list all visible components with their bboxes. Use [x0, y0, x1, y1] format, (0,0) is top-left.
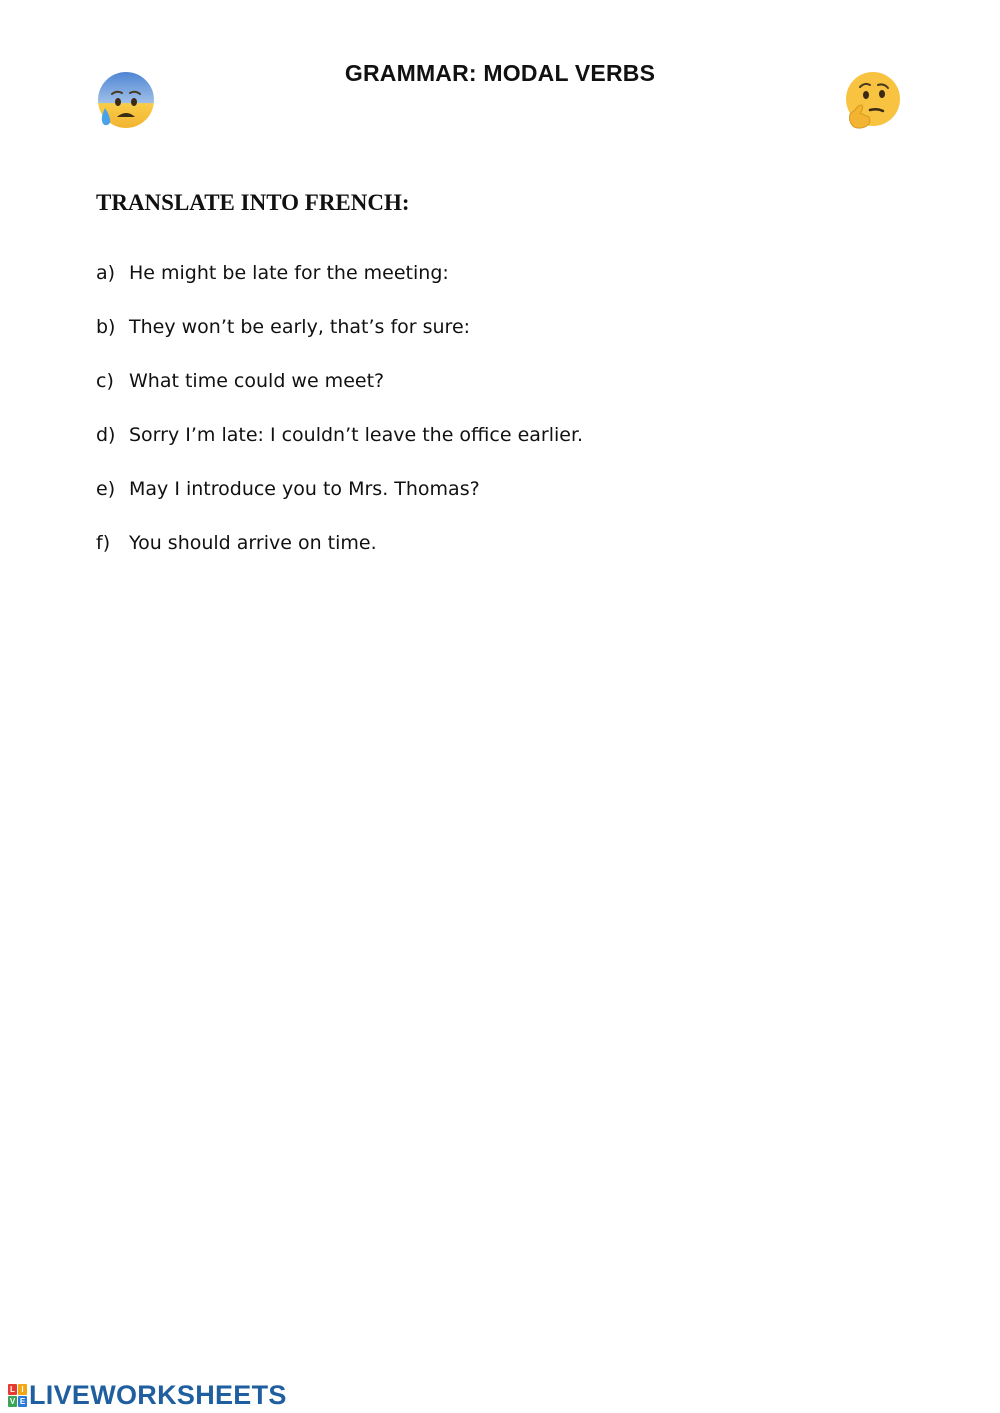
exercise-item: [96, 528, 583, 582]
logo-block: L: [8, 1384, 17, 1395]
item-text: May I introduce you to Mrs. Thomas?: [129, 478, 480, 500]
page-title: GRAMMAR: MODAL VERBS: [344, 60, 656, 86]
item-text: What time could we meet?: [129, 370, 385, 392]
exercise-list: [96, 258, 583, 582]
item-text: You should arrive on time.: [129, 532, 377, 554]
item-marker: f): [96, 532, 111, 554]
exercise-item: [96, 258, 583, 312]
thinking-face-icon: [842, 70, 902, 130]
exercise-item: [96, 474, 583, 528]
item-marker: b): [96, 316, 116, 338]
logo-text: LIVEWORKSHEETS: [29, 1379, 287, 1410]
logo-block: V: [9, 1396, 16, 1406]
item-marker: e): [96, 478, 116, 500]
exercise-item: [96, 420, 583, 474]
logo-block: E: [19, 1396, 26, 1406]
item-text: Sorry I’m late: I couldn’t leave the office earlier.: [129, 424, 584, 446]
exercise-item: [96, 312, 583, 366]
anxious-face-with-sweat-icon: [96, 70, 156, 130]
logo-block: I: [18, 1384, 27, 1395]
logo-blocks-icon: [8, 1384, 27, 1407]
item-marker: a): [96, 262, 116, 284]
section-heading: TRANSLATE INTO FRENCH:: [96, 190, 410, 215]
item-marker: d): [96, 424, 116, 446]
liveworksheets-logo[interactable]: [8, 1380, 287, 1410]
item-text: They won’t be early, that’s for sure:: [129, 316, 471, 338]
exercise-item: [96, 366, 583, 420]
item-marker: c): [96, 370, 114, 392]
item-text: He might be late for the meeting:: [129, 262, 449, 284]
